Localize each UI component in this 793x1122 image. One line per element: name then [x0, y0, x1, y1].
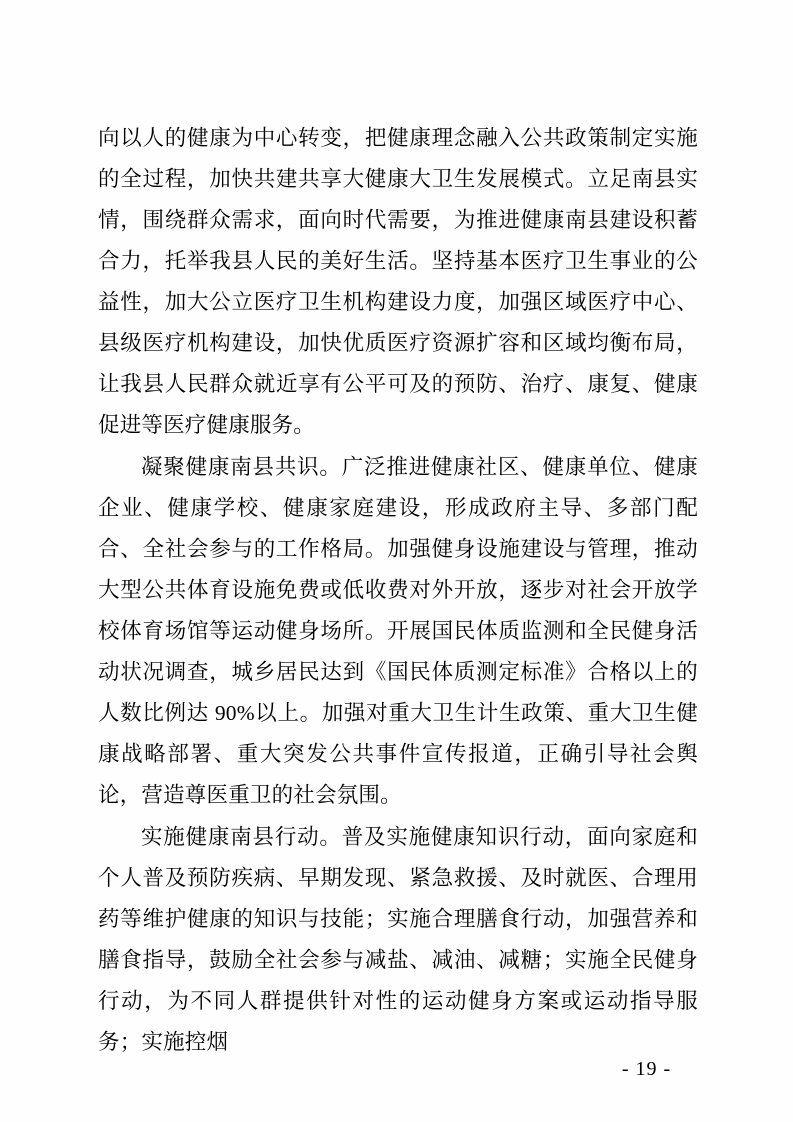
page-number: - 19 - [621, 1058, 672, 1080]
paragraph-2: 凝聚健康南县共识。广泛推进健康社区、健康单位、健康企业、健康学校、健康家庭建设，形成政府主导、多部门配合、全社会参与的工作格局。加强健身设施建设与管理，推动大型公共体育设施免费或低收费对外开放，逐步对社会开放学校体育场馆等运动健身场所。开展国民体质监测和全民健身活动状况调查，城乡居民达到《国民体质测定标准》合格以上的人数比例达 90%以上。加强对重大卫生计生政策、重大卫生健康战略部署、重大突发公共事件宣传报道，正确引导社会舆论，营造尊医重卫的社会氛围。 [98, 455, 698, 807]
page-footer [0, 1058, 793, 1081]
paragraph-1: 向以人的健康为中心转变，把健康理念融入公共政策制定实施的全过程，加快共建共享大健康大卫生发展模式。立足南县实情，围绕群众需求，面向时代需要，为推进健康南县建设积蓄合力，托举我县人民的美好生活。坚持基本医疗卫生事业的公益性，加大公立医疗卫生机构建设力度，加强区域医疗中心、县级医疗机构建设，加快优质医疗资源扩容和区域均衡布局，让我县人民群众就近享有公平可及的预防、治疗、康复、健康促进等医疗健康服务。 [98, 126, 698, 437]
paragraph-3: 实施健康南县行动。普及实施健康知识行动，面向家庭和个人普及预防疾病、早期发现、紧急救援、及时就医、合理用药等维护健康的知识与技能；实施合理膳食行动，加强营养和膳食指导，鼓励全社会参与减盐、减油、减糖；实施全民健身行动，为不同人群提供针对性的运动健身方案或运动指导服务；实施控烟 [98, 825, 698, 1054]
document-body [98, 118, 698, 1063]
